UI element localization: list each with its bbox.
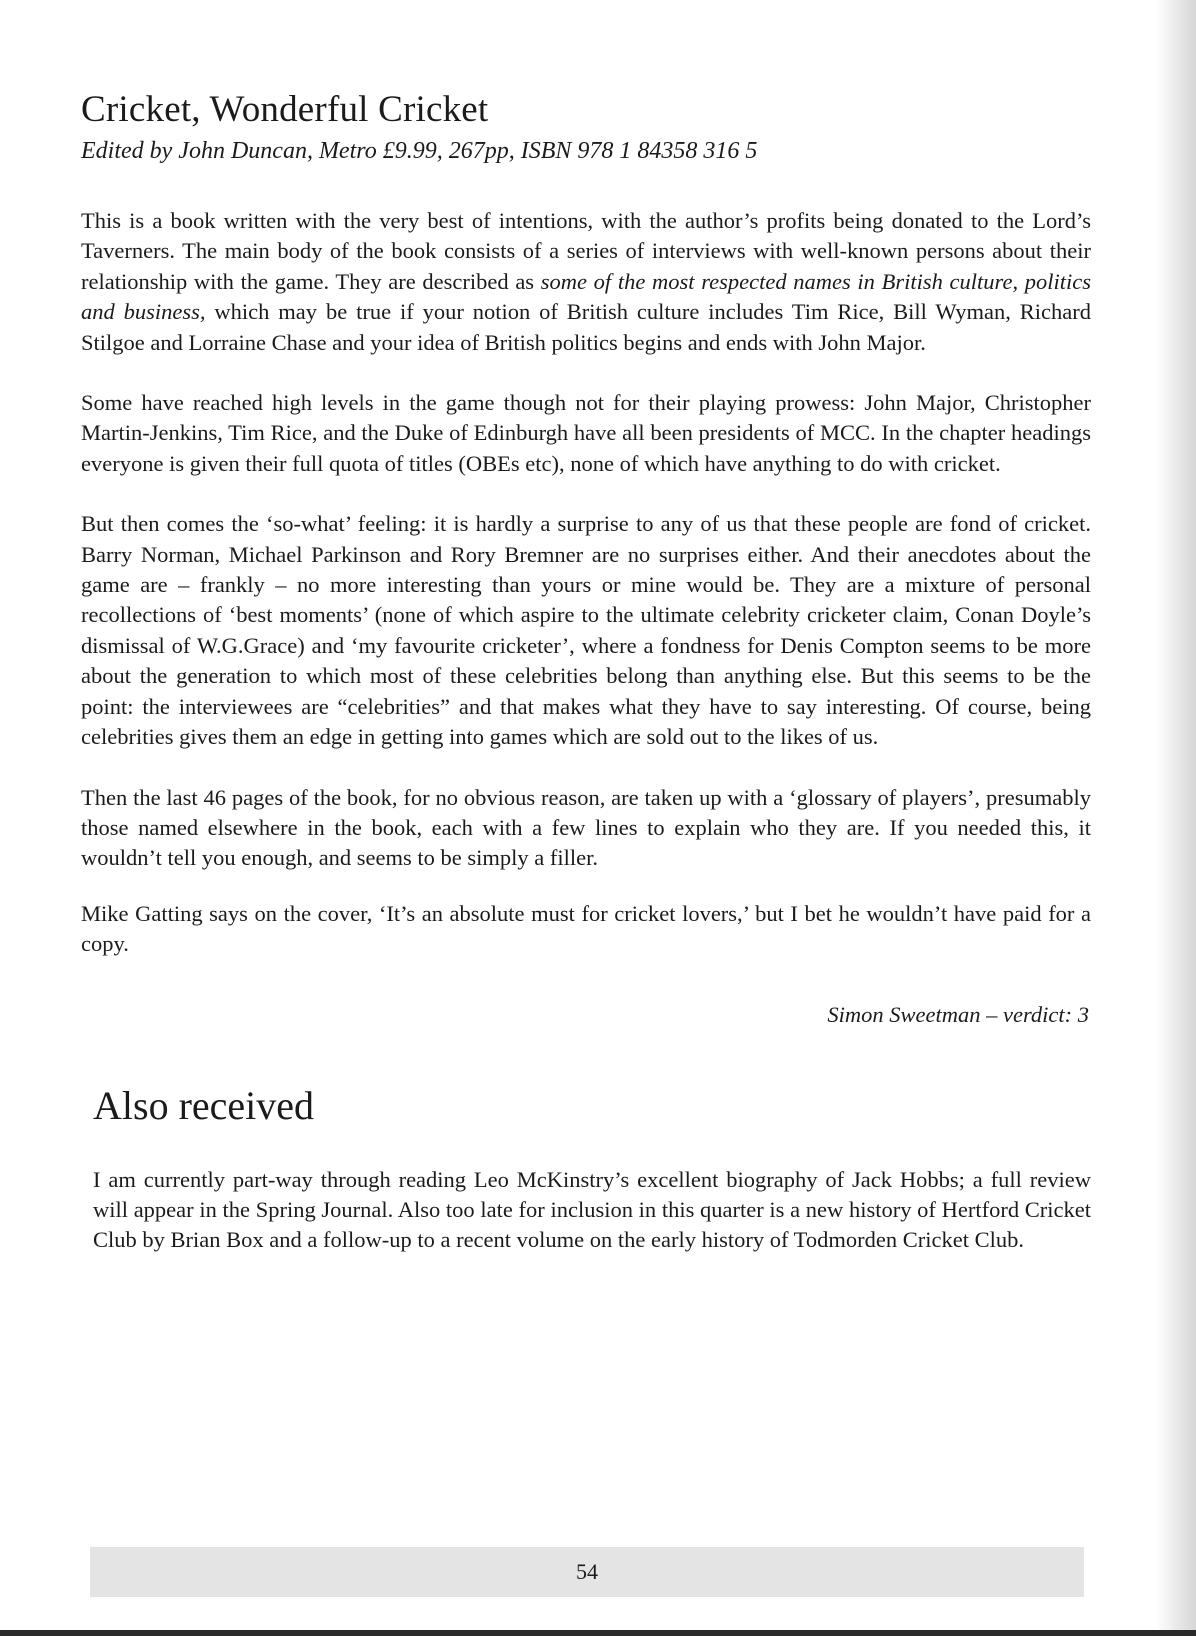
review-paragraph-4: Then the last 46 pages of the book, for no obvious reason, are taken up with a ‘glossary of players’, presumably those named elsewhere in the book, each with a few lines to explain who they are. If you needed this, it wouldn’t tell you enough, and seems to be simply a filler. <box>81 784 1091 871</box>
page-content <box>81 88 1091 1256</box>
review-paragraph-1 <box>81 206 1091 358</box>
review-paragraph-5: Mike Gatting says on the cover, ‘It’s an absolute must for cricket lovers,’ but I bet he wouldn’t have paid for a copy. <box>81 900 1091 957</box>
page-number: 54 <box>576 1559 598 1584</box>
review-paragraph-1-before: This is a book written with the very best of intentions, with the author’s profits being donated to the Lord’s Taverners. The main body of the book consists of a series of interviews with well-known persons about their relationship with the game. They are described as <box>81 208 1091 294</box>
scan-bottom-edge <box>0 1630 1196 1636</box>
review-paragraph-1-after: which may be true if your notion of British culture includes Tim Rice, Bill Wyman, Richard Stilgoe and Lorraine Chase and your idea of British politics begins and ends with John Major. <box>81 299 1091 355</box>
review-title: Cricket, Wonderful Cricket <box>81 89 489 130</box>
review-paragraph-1-emphasis: some of the most respected names in British culture, politics and business, <box>81 268 1091 325</box>
also-received-text: I am currently part-way through reading Leo McKinstry’s excellent biography of Jack Hobbs; a full review will appear in the Spring Journal. Also too late for inclusion in this quarter is a new history of Hertford Cricket Club by Brian Box and a follow-up to a recent volume on the early history of Todmorden Cricket Club. <box>93 1166 1091 1253</box>
page-spine-shadow <box>1156 0 1196 1636</box>
page-footer-bar <box>90 1547 1084 1597</box>
review-body <box>81 206 1091 960</box>
review-book-details: Edited by John Duncan, Metro £9.99, 267pp, ISBN 978 1 84358 316 5 <box>81 138 758 164</box>
reviewer-signature: Simon Sweetman – verdict: 3 <box>827 1001 1089 1027</box>
review-paragraph-2: Some have reached high levels in the game though not for their playing prowess: John Major, Christopher Martin-Jenkins, Tim Rice, and the Duke of Edinburgh have all been presidents of MCC. In the chapter headings everyone is given their full quota of titles (OBEs etc), none of which have anything to do with cricket. <box>81 390 1091 476</box>
review-paragraph-3: But then comes the ‘so-what’ feeling: it is hardly a surprise to any of us that these people are fond of cricket. Barry Norman, Michael Parkinson and Rory Bremner are no surprises either. And their anecdotes about the game are – frankly – no more interesting than yours or mine would be. They are a mixture of personal recollections of ‘best moments’ (none of which aspire to the ultimate celebrity cricketer claim, Conan Doyle’s dismissal of W.G.Grace) and ‘my favourite cricketer’, where a fondness for Denis Compton seems to be more about the generation to which most of these celebrities belong than anything else. But this seems to be the point: the interviewees are “celebrities” and that makes what they have to say interesting. Of course, being celebrities gives them an edge in getting into games which are sold out to the likes of us. <box>81 511 1091 750</box>
also-received-heading: Also received <box>93 1082 315 1128</box>
